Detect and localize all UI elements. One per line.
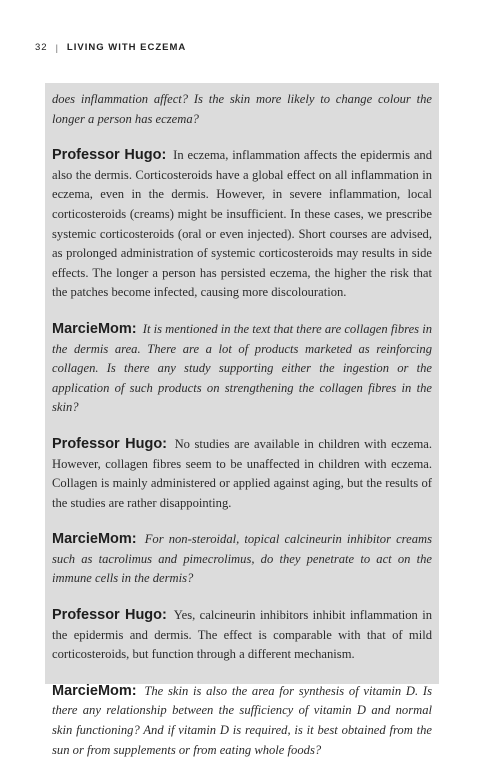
speaker-label: Professor Hugo:: [52, 435, 168, 452]
question-paragraph: [52, 682, 432, 760]
speaker-label: MarcieMom:: [52, 682, 137, 699]
question-text: For non-steroidal, topical calcineurin inhibitor creams such as tacrolimus and pimecrolimus, do they penetrate to act on the immune cells in the dermis?: [52, 532, 432, 586]
page-number: 32: [35, 42, 48, 53]
interview-panel: [45, 83, 439, 757]
book-title: LIVING WITH ECZEMA: [66, 42, 187, 53]
answer-paragraph: [52, 146, 432, 303]
speaker-label: MarcieMom:: [52, 320, 137, 337]
answer-paragraph: [52, 606, 432, 665]
question-text: does inflammation affect? Is the skin more likely to change colour the longer a person has eczema?: [52, 92, 432, 126]
speaker-label: MarcieMom:: [52, 531, 137, 548]
question-paragraph: [52, 320, 432, 418]
answer-text: In eczema, inflammation affects the epidermis and also the dermis. Corticosteroids have a global effect on all inflammation in eczema, even in the dermis. However, in severe inflammation, local corticosteroids (creams) might be insufficient. In these cases, we prescribe systemic corticosteroids (oral or even injected). Short courses are advised, as prolonged administration of systemic corticosteroids may results in side effects. The longer a person has persisted eczema, the higher the risk that the patches become infected, causing more discolouration.: [52, 148, 432, 300]
speaker-label: Professor Hugo:: [52, 147, 167, 164]
answer-text: No studies are available in children with eczema. However, collagen fibres seem to be unaffected in children with eczema. Collagen is mainly administered or applied against aging, but the results of the studies are rather disappointing.: [52, 436, 433, 510]
question-paragraph: [52, 530, 432, 589]
answer-paragraph: [52, 435, 432, 513]
question-text: The skin is also the area for synthesis of vitamin D. Is there any relationship between the sufficiency of vitamin D and normal skin functioning? And if vitamin D is required, is it best obtained from the sun or from supplements or from eating whole foods?: [52, 683, 432, 757]
speaker-label: Professor Hugo:: [52, 607, 167, 624]
running-header: [35, 42, 186, 53]
header-separator: |: [55, 42, 59, 53]
question-paragraph: [52, 90, 432, 129]
question-text: It is mentioned in the text that there are collagen fibres in the dermis area. There are a lot of products marketed as reinforcing collagen. Is there any study supporting either the ingestion or the application of such products on strengthening the collagen fibres in the skin?: [52, 321, 433, 415]
answer-text: Yes, calcineurin inhibitors inhibit inflammation in the epidermis and dermis. The effect is comparable with that of mild corticosteroids, but function through a different mechanism.: [52, 608, 432, 662]
